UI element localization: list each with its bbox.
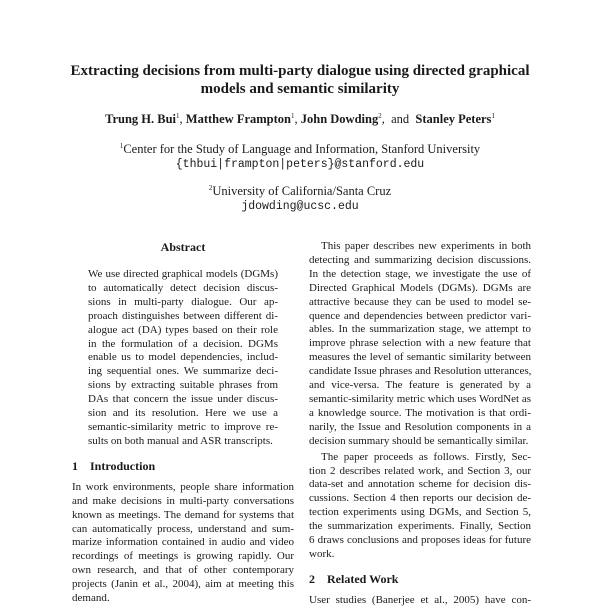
section-heading <box>309 572 531 586</box>
left-column <box>72 240 294 606</box>
body-line: In work environments, people share information <box>72 480 294 493</box>
abstract-line: in the formulation of a decision. DGMs <box>88 337 278 350</box>
title-line: models and semantic similarity <box>200 81 400 97</box>
section-title: Related Work <box>327 571 399 586</box>
section-body <box>72 481 294 606</box>
author-affil-mark: 1 <box>176 112 180 120</box>
body-line: semantic-similarity metric which uses WordNet as <box>309 392 531 405</box>
abstract-title: Abstract <box>160 240 206 254</box>
body-line: measures the level of semantic similarity between <box>309 351 531 364</box>
abstract-line: DAs that concern the issue under discus- <box>88 393 278 406</box>
body-line: projects (Janin et al., 2004), aim at meeting this <box>72 578 294 591</box>
author-name: Trung H. Bui <box>105 112 177 126</box>
abstract-line: sions in multi-party dialogue. Our ap- <box>88 295 278 308</box>
body-line: Directed Graphical Models (DGMs). DGMs are <box>309 281 531 294</box>
body-line: and vice-versa. The feature is generated by a <box>309 379 531 392</box>
title-line: Extracting decisions from multi-party dialogue using directed graphical <box>70 63 530 79</box>
author-and: and <box>391 112 410 126</box>
body-line: a knowledge source. The motivation is that ordi- <box>309 406 531 419</box>
abstract-line: We use directed graphical models (DGMs) <box>88 268 278 280</box>
body-line: demand. <box>72 592 110 605</box>
author-affil-mark: 1 <box>291 112 295 120</box>
body-line: recordings of meetings is growing rapidly. Our <box>72 550 294 563</box>
body-line: detecting and summarizing decision discussions. <box>309 253 531 266</box>
body-line: and make decisions in multi-party conversations <box>72 494 294 507</box>
affiliation-2 <box>40 180 560 215</box>
body-line: narily, the Issue and Resolution components in a <box>309 420 531 433</box>
body-line: This paper describes new experiments in both <box>321 240 531 252</box>
body-line: own research, and that of other contemporary <box>72 564 294 577</box>
author-list: Trung H. Bui$^1$, Matthew Frampton$^1$, John Dowding$^2$, and Stanley Peters$^1$ <box>105 112 495 126</box>
author-affil-mark: 2 <box>378 112 382 120</box>
section-heading <box>72 459 294 473</box>
body-line: The paper proceeds as follows. Firstly, Sec- <box>321 450 531 463</box>
author-name: Stanley Peters <box>415 112 492 126</box>
abstract-line: sions by extracting suitable phrases from <box>88 379 278 392</box>
right-column <box>309 240 531 608</box>
abstract-line: to automatically detect decision discus- <box>88 281 278 294</box>
section-body <box>309 594 531 608</box>
paragraph <box>309 240 531 449</box>
affil-mark: 2 <box>208 184 213 192</box>
abstract-line: proach distinguishes between different di- <box>88 309 278 322</box>
paper-title <box>60 62 540 98</box>
body-line: tion 2 describes related work, and Section 3, our <box>309 464 531 477</box>
author-name: Matthew Frampton <box>185 112 291 126</box>
affil-name: University of California/Santa Cruz <box>212 184 392 198</box>
author-name: John Dowding <box>300 112 379 126</box>
section-number: 2 <box>309 571 315 586</box>
affiliation-1 <box>40 138 560 173</box>
affil-email: jdowding@ucsc.edu <box>241 200 359 213</box>
body-line: improve phrase selection with a new feature that <box>309 337 531 350</box>
abstract-line: sults on both manual and ASR transcripts. <box>88 434 273 447</box>
affil-name: Center for the Study of Language and Information, Stanford University <box>123 142 481 156</box>
abstract-line: ing sequential ones. We summarize deci- <box>88 365 278 378</box>
paragraph <box>309 451 531 562</box>
affil-email: {thbui|frampton|peters}@stanford.edu <box>175 158 425 171</box>
abstract-line: sion and its resolution. Here we use a <box>88 407 278 420</box>
body-line: known as meetings. The demand for systems that <box>72 508 294 521</box>
body-line: the summarization experiments. Finally, Section <box>309 520 531 533</box>
body-line: attractive because they can be used to model se- <box>309 295 531 308</box>
body-line: candidate Issue phrases and Resolution utterances, <box>309 365 532 378</box>
section-number: 1 <box>72 458 78 473</box>
body-line: tection experiments using DGMs, and Section 5, <box>309 506 531 519</box>
body-line: marize information contained in audio and video <box>72 536 294 549</box>
body-line: User studies (Banerjee et al., 2005) have con- <box>309 593 531 606</box>
abstract-line: alogue act (DA) types based on their role <box>88 323 278 336</box>
body-line: can automatically process, understand and sum- <box>72 522 294 535</box>
body-line: quence and dependencies between predictor vari- <box>309 309 531 322</box>
abstract-line: enable us to model dependencies, includ- <box>88 351 278 364</box>
author-affil-mark: 1 <box>491 112 495 120</box>
abstract-body <box>72 268 294 449</box>
body-line: In the detection stage, we investigate the use of <box>309 267 531 280</box>
body-line: work. <box>309 547 335 560</box>
body-line: ables. In the summarization stage, we attempt to <box>309 323 531 336</box>
body-line: data-set and annotation scheme for decision dis- <box>309 478 531 491</box>
abstract-line: semantic-similarity metric to improve re- <box>88 420 278 433</box>
affil-mark: 1 <box>119 142 124 150</box>
body-line: 6 draws conclusions and proposes ideas for future <box>309 534 531 547</box>
body-line: decision summary should be semantically similar. <box>309 434 529 447</box>
section-title: Introduction <box>90 458 156 473</box>
body-line: cussions. Section 4 then reports our decision de- <box>309 492 531 505</box>
